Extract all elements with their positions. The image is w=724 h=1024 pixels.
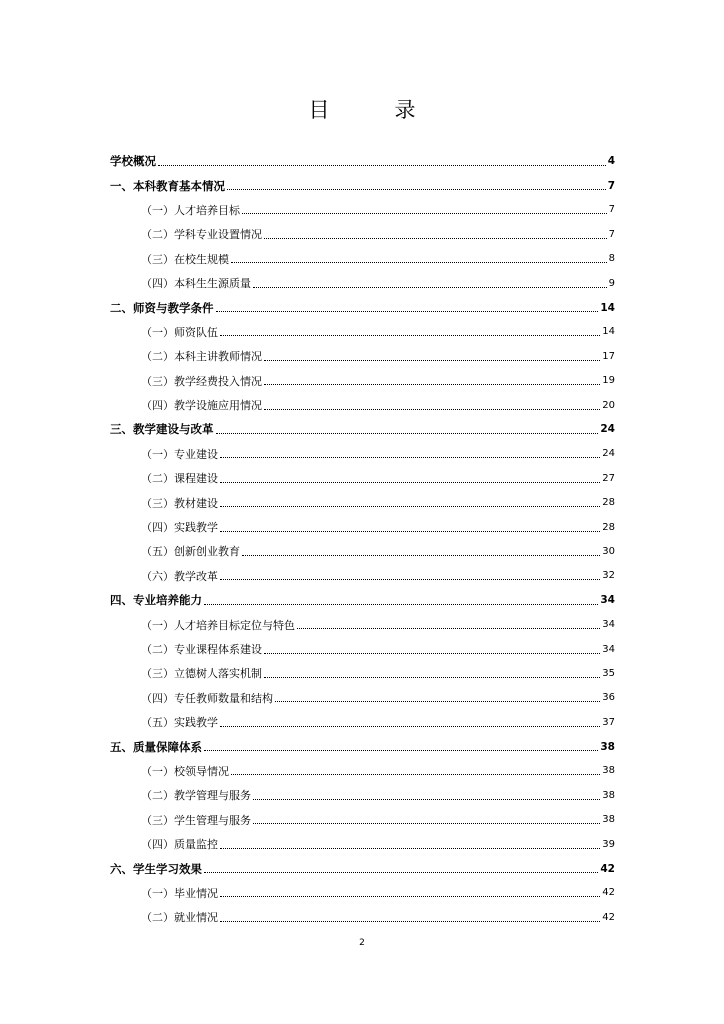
toc-entry[interactable]	[110, 198, 615, 222]
toc-dot-leader	[204, 604, 598, 605]
toc-entry-text: （六）教学改革	[141, 569, 218, 583]
toc-dot-leader	[204, 872, 598, 873]
toc-entry[interactable]	[110, 515, 615, 539]
toc-entry[interactable]	[110, 905, 615, 929]
toc-dot-leader	[227, 189, 606, 190]
toc-entry-page: 30	[602, 545, 615, 557]
toc-entry-page: 42	[602, 887, 615, 899]
toc-entry-text: （三）立德树人落实机制	[141, 667, 262, 681]
toc-dot-leader	[220, 482, 600, 483]
toc-entry-text: （一）人才培养目标	[141, 203, 240, 217]
toc-entry-page: 7	[608, 204, 615, 216]
toc-entry[interactable]	[110, 295, 615, 319]
toc-entry-text: 六、学生学习效果	[110, 861, 202, 876]
toc-entry-page: 38	[600, 740, 615, 753]
toc-entry-text: （二）教学管理与服务	[141, 789, 251, 803]
toc-entry-text: （三）在校生规模	[141, 252, 229, 266]
toc-entry-text: （二）课程建设	[141, 472, 218, 486]
toc-entry[interactable]	[110, 881, 615, 905]
toc-dot-leader	[216, 433, 599, 434]
toc-entry[interactable]	[110, 783, 615, 807]
toc-entry[interactable]	[110, 710, 615, 734]
toc-entry-text: （二）就业情况	[141, 911, 218, 925]
toc-entry-text: （一）校领导情况	[141, 764, 229, 778]
toc-entry-page: 37	[602, 716, 615, 728]
toc-dot-leader	[231, 774, 600, 775]
toc-dot-leader	[220, 896, 600, 897]
toc-entry-text: （四）实践教学	[141, 521, 218, 535]
toc-entry-text: （一）人才培养目标定位与特色	[141, 618, 295, 632]
table-of-contents	[110, 149, 615, 930]
toc-entry-text: 学校概况	[110, 154, 156, 169]
toc-dot-leader	[220, 848, 600, 849]
toc-entry-page: 28	[602, 497, 615, 509]
toc-entry-page: 24	[602, 448, 615, 460]
toc-dot-leader	[264, 409, 600, 410]
toc-entry-text: （四）教学设施应用情况	[141, 399, 262, 413]
toc-entry[interactable]	[110, 808, 615, 832]
toc-entry-page: 7	[608, 228, 615, 240]
toc-entry[interactable]	[110, 759, 615, 783]
page-title: 目 录	[308, 98, 438, 122]
toc-entry-page: 35	[602, 667, 615, 679]
toc-entry-text: （一）专业建设	[141, 447, 218, 461]
toc-dot-leader	[231, 262, 607, 263]
toc-entry[interactable]	[110, 173, 615, 197]
toc-entry[interactable]	[110, 320, 615, 344]
toc-dot-leader	[253, 823, 600, 824]
toc-entry-text: （五）创新创业教育	[141, 545, 240, 559]
toc-entry[interactable]	[110, 564, 615, 588]
toc-dot-leader	[264, 360, 600, 361]
toc-entry[interactable]	[110, 637, 615, 661]
toc-entry[interactable]	[110, 344, 615, 368]
toc-dot-leader	[220, 579, 600, 580]
toc-dot-leader	[204, 750, 598, 751]
toc-entry-page: 14	[602, 326, 615, 338]
toc-dot-leader	[220, 726, 600, 727]
page-number: 2	[359, 938, 365, 948]
toc-entry-text: （二）本科主讲教师情况	[141, 350, 262, 364]
toc-dot-leader	[220, 335, 600, 336]
toc-dot-leader	[220, 506, 600, 507]
toc-entry-page: 39	[602, 838, 615, 850]
toc-dot-leader	[242, 555, 600, 556]
toc-dot-leader	[220, 531, 600, 532]
toc-entry-text: （四）本科生生源质量	[141, 277, 251, 291]
toc-entry-text: （三）教材建设	[141, 496, 218, 510]
toc-entry-page: 7	[607, 179, 615, 192]
toc-entry-page: 34	[602, 619, 615, 631]
toc-dot-leader	[253, 287, 607, 288]
toc-dot-leader	[264, 677, 600, 678]
toc-entry-page: 42	[600, 862, 615, 875]
toc-dot-leader	[158, 165, 606, 166]
toc-entry-page: 14	[600, 301, 615, 314]
toc-entry[interactable]	[110, 832, 615, 856]
toc-entry-text: 五、质量保障体系	[110, 739, 202, 754]
toc-entry[interactable]	[110, 686, 615, 710]
toc-dot-leader	[264, 384, 600, 385]
toc-entry[interactable]	[110, 149, 615, 173]
toc-entry-text: 三、教学建设与改革	[110, 422, 214, 437]
toc-entry-text: （三）学生管理与服务	[141, 813, 251, 827]
toc-dot-leader	[297, 628, 600, 629]
toc-entry[interactable]	[110, 369, 615, 393]
toc-entry-page: 32	[602, 570, 615, 582]
toc-dot-leader	[220, 457, 600, 458]
toc-dot-leader	[264, 238, 607, 239]
toc-entry[interactable]	[110, 661, 615, 685]
toc-entry[interactable]	[110, 442, 615, 466]
toc-entry-page: 36	[602, 692, 615, 704]
toc-dot-leader	[220, 921, 600, 922]
toc-entry-text: （二）学科专业设置情况	[141, 228, 262, 242]
toc-entry-text: 一、本科教育基本情况	[110, 178, 225, 193]
toc-entry-text: （一）毕业情况	[141, 886, 218, 900]
toc-entry-page: 4	[607, 155, 615, 168]
toc-entry-page: 34	[602, 643, 615, 655]
toc-dot-leader	[242, 213, 607, 214]
toc-entry-page: 34	[600, 594, 615, 607]
toc-entry-text: （三）教学经费投入情况	[141, 374, 262, 388]
toc-entry-text: （四）质量监控	[141, 838, 218, 852]
toc-entry[interactable]	[110, 490, 615, 514]
toc-entry[interactable]	[110, 271, 615, 295]
toc-dot-leader	[216, 311, 599, 312]
toc-entry-page: 24	[600, 423, 615, 436]
toc-entry[interactable]	[110, 539, 615, 563]
toc-entry-page: 27	[602, 472, 615, 484]
toc-entry-page: 28	[602, 521, 615, 533]
toc-entry-text: （四）专任教师数量和结构	[141, 691, 273, 705]
toc-entry[interactable]	[110, 247, 615, 271]
toc-entry-page: 38	[602, 789, 615, 801]
toc-entry[interactable]	[110, 612, 615, 636]
toc-entry[interactable]	[110, 856, 615, 880]
toc-entry-page: 38	[602, 765, 615, 777]
toc-entry-page: 17	[602, 350, 615, 362]
toc-dot-leader	[253, 799, 600, 800]
toc-entry-text: （一）师资队伍	[141, 325, 218, 339]
toc-entry-text: 四、专业培养能力	[110, 593, 202, 608]
toc-entry[interactable]	[110, 734, 615, 758]
toc-entry-page: 42	[602, 911, 615, 923]
toc-entry-text: （五）实践教学	[141, 716, 218, 730]
toc-entry[interactable]	[110, 222, 615, 246]
toc-entry-page: 20	[602, 399, 615, 411]
toc-entry[interactable]	[110, 417, 615, 441]
toc-entry[interactable]	[110, 588, 615, 612]
toc-entry[interactable]	[110, 393, 615, 417]
toc-entry-page: 9	[608, 277, 615, 289]
toc-entry-page: 19	[602, 375, 615, 387]
toc-entry-page: 8	[608, 253, 615, 265]
toc-dot-leader	[275, 701, 600, 702]
toc-dot-leader	[264, 653, 600, 654]
toc-entry-page: 38	[602, 814, 615, 826]
toc-entry[interactable]	[110, 466, 615, 490]
toc-entry-text: 二、师资与教学条件	[110, 300, 214, 315]
toc-entry-text: （二）专业课程体系建设	[141, 643, 262, 656]
